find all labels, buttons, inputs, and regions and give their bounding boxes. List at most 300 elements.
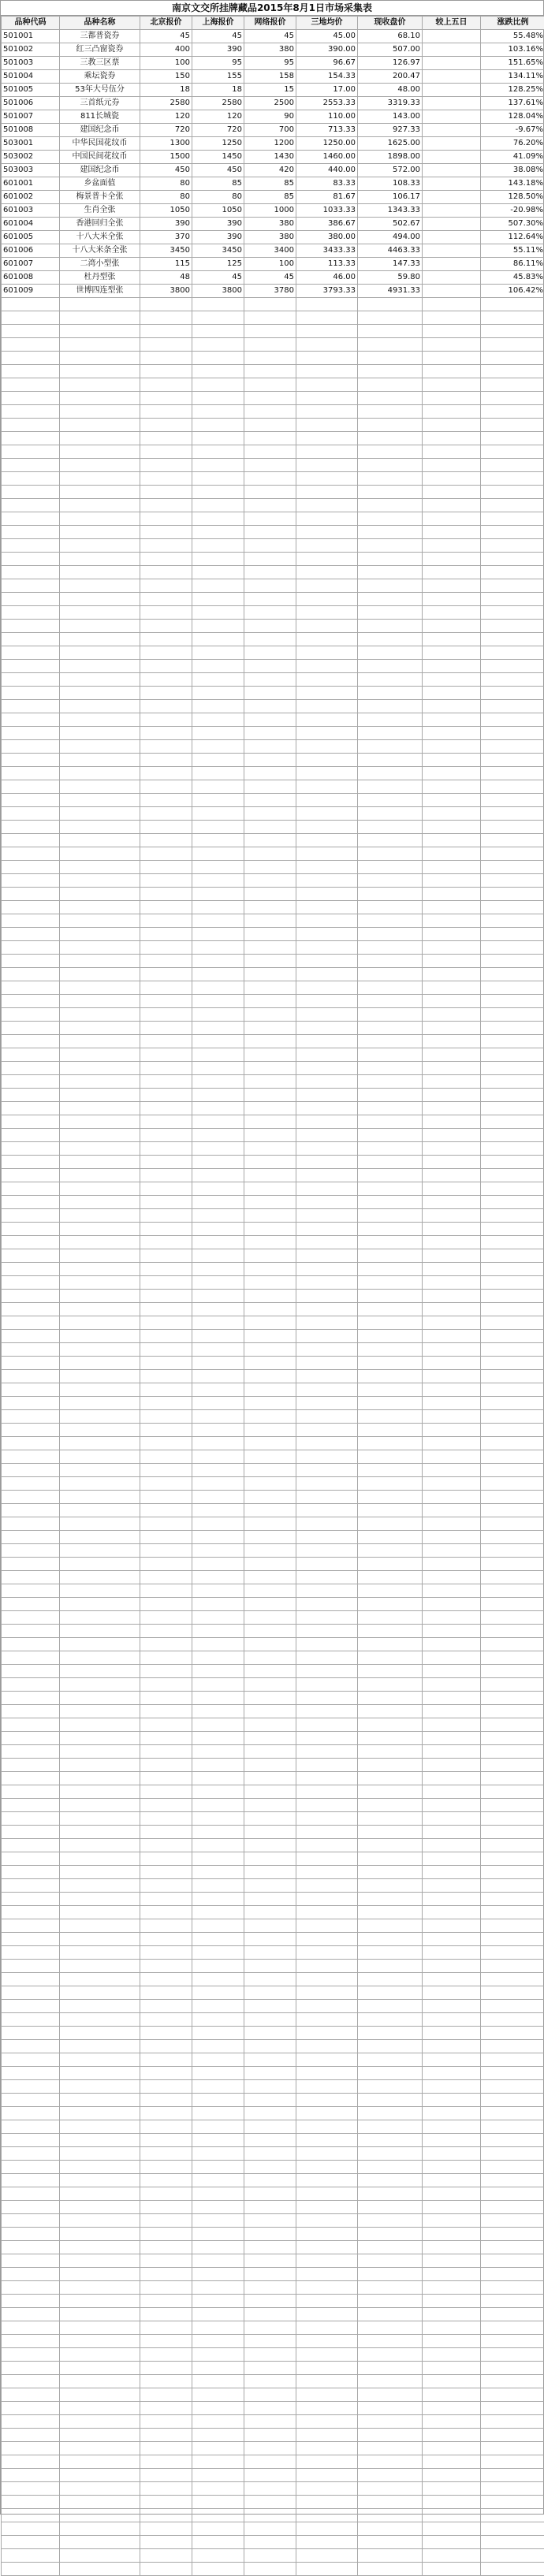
table-cell-compare (423, 2308, 481, 2321)
table-cell-online (244, 405, 296, 419)
table-cell-average (296, 1035, 358, 1048)
table-cell-code: 501002 (2, 43, 60, 57)
table-cell-average (296, 2308, 358, 2321)
table-cell-change (481, 2080, 544, 2094)
sheet-title: 南京文交所挂牌藏品2015年8月1日市场采集表 (1, 1, 543, 16)
table-cell-shanghai (192, 1276, 244, 1290)
table-cell-name (60, 1584, 140, 1598)
table-cell-close: 494.00 (358, 231, 423, 244)
table-cell-online (244, 1182, 296, 1196)
table-cell-change (481, 392, 544, 405)
table-cell-code: 503001 (2, 137, 60, 151)
table-cell-code (2, 1424, 60, 1437)
table-cell-change (481, 1156, 544, 1169)
table-cell-online (244, 2201, 296, 2214)
table-row (2, 955, 544, 968)
table-cell-name (60, 1973, 140, 1986)
table-cell-code (2, 2335, 60, 2348)
table-cell-shanghai (192, 1571, 244, 1584)
table-cell-average (296, 1960, 358, 1973)
table-cell-shanghai (192, 1129, 244, 1142)
table-row (2, 2402, 544, 2415)
table-cell-code (2, 2415, 60, 2429)
table-cell-name (60, 2563, 140, 2576)
table-cell-online (244, 2509, 296, 2522)
table-cell-code (2, 1209, 60, 1223)
table-cell-change (481, 2335, 544, 2348)
table-cell-code (2, 1089, 60, 1102)
table-cell-average (296, 1048, 358, 1062)
table-cell-name (60, 486, 140, 499)
table-cell-shanghai (192, 981, 244, 995)
table-cell-name (60, 754, 140, 767)
table-cell-change (481, 1826, 544, 1839)
table-cell-change (481, 646, 544, 660)
table-cell-shanghai: 125 (192, 258, 244, 271)
table-cell-shanghai (192, 1986, 244, 2000)
table-cell-beijing (140, 2134, 192, 2147)
table-cell-beijing: 120 (140, 110, 192, 124)
table-cell-average (296, 1290, 358, 1303)
table-cell-beijing (140, 472, 192, 486)
table-cell-name (60, 2107, 140, 2120)
table-cell-compare (423, 2013, 481, 2027)
table-cell-shanghai (192, 1437, 244, 1450)
table-cell-code (2, 1504, 60, 1517)
table-cell-code (2, 2027, 60, 2040)
table-cell-beijing (140, 1062, 192, 1075)
table-cell-close (358, 2496, 423, 2509)
table-cell-compare (423, 1718, 481, 1732)
table-cell-change (481, 1115, 544, 1129)
table-cell-average (296, 1477, 358, 1491)
table-row (2, 1785, 544, 1799)
table-cell-change (481, 1075, 544, 1089)
table-cell-beijing (140, 1517, 192, 1531)
table-cell-change (481, 2469, 544, 2482)
table-cell-name (60, 1450, 140, 1464)
table-cell-name: 中国民间花纹币 (60, 151, 140, 164)
table-cell-beijing (140, 2241, 192, 2254)
table-cell-average (296, 298, 358, 311)
table-cell-change (481, 2321, 544, 2335)
table-cell-close: 1898.00 (358, 151, 423, 164)
table-cell-change (481, 2040, 544, 2053)
table-cell-code (2, 1223, 60, 1236)
table-cell-shanghai (192, 968, 244, 981)
table-cell-shanghai (192, 794, 244, 807)
table-cell-code (2, 1826, 60, 1839)
table-cell-code (2, 2214, 60, 2228)
table-cell-online (244, 1839, 296, 1852)
table-cell-change (481, 352, 544, 365)
table-cell-close (358, 365, 423, 378)
table-cell-change (481, 2402, 544, 2415)
table-cell-close (358, 1022, 423, 1035)
table-cell-average (296, 1504, 358, 1517)
table-cell-shanghai (192, 1169, 244, 1182)
table-cell-close (358, 1330, 423, 1343)
table-cell-average (296, 1196, 358, 1209)
table-cell-shanghai (192, 955, 244, 968)
table-cell-beijing (140, 1129, 192, 1142)
table-cell-change (481, 888, 544, 901)
table-cell-average (296, 1531, 358, 1544)
table-cell-compare (423, 151, 481, 164)
table-cell-shanghai (192, 1906, 244, 1919)
table-cell-code (2, 1196, 60, 1209)
table-cell-code (2, 1357, 60, 1370)
table-cell-beijing: 18 (140, 84, 192, 97)
table-cell-online: 380 (244, 231, 296, 244)
table-cell-shanghai (192, 1745, 244, 1759)
table-cell-compare (423, 1424, 481, 1437)
table-cell-shanghai (192, 1879, 244, 1893)
table-cell-name (60, 1424, 140, 1437)
table-cell-average (296, 847, 358, 861)
table-cell-beijing (140, 579, 192, 593)
table-cell-average (296, 352, 358, 365)
table-cell-online (244, 941, 296, 955)
table-cell-name (60, 1102, 140, 1115)
table-cell-beijing (140, 1852, 192, 1866)
table-cell-compare (423, 2536, 481, 2549)
table-cell-online (244, 673, 296, 687)
table-cell-code (2, 834, 60, 847)
table-cell-name: 三首纸元券 (60, 97, 140, 110)
table-cell-name (60, 1611, 140, 1625)
table-cell-average (296, 981, 358, 995)
table-cell-code (2, 2174, 60, 2187)
table-cell-online (244, 1718, 296, 1732)
table-cell-compare (423, 1906, 481, 1919)
table-cell-close: 4931.33 (358, 285, 423, 298)
table-row (2, 2134, 544, 2147)
table-cell-close (358, 298, 423, 311)
table-cell-close (358, 2161, 423, 2174)
table-cell-shanghai: 85 (192, 177, 244, 191)
table-cell-close (358, 861, 423, 874)
table-cell-close (358, 2549, 423, 2563)
table-cell-compare (423, 1330, 481, 1343)
table-cell-compare (423, 821, 481, 834)
table-cell-compare (423, 1799, 481, 1812)
table-cell-change (481, 1799, 544, 1812)
table-cell-close (358, 1893, 423, 1906)
table-row (2, 1638, 544, 1651)
table-cell-close (358, 2254, 423, 2268)
table-cell-change (481, 2362, 544, 2375)
table-cell-change (481, 1022, 544, 1035)
table-row (2, 821, 544, 834)
table-cell-code (2, 874, 60, 888)
table-cell-online (244, 727, 296, 740)
table-cell-average (296, 2388, 358, 2402)
table-row (2, 2040, 544, 2053)
table-cell-average: 3793.33 (296, 285, 358, 298)
table-cell-name (60, 2348, 140, 2362)
table-cell-beijing (140, 2067, 192, 2080)
table-cell-beijing (140, 2321, 192, 2335)
table-cell-beijing: 450 (140, 164, 192, 177)
table-cell-shanghai (192, 2348, 244, 2362)
table-cell-average (296, 2402, 358, 2415)
table-cell-beijing (140, 1625, 192, 1638)
table-cell-compare (423, 553, 481, 566)
table-cell-close (358, 646, 423, 660)
table-cell-change (481, 1142, 544, 1156)
table-cell-beijing (140, 981, 192, 995)
table-cell-close: 4463.33 (358, 244, 423, 258)
table-cell-close (358, 620, 423, 633)
table-row (2, 1986, 544, 2000)
table-cell-name (60, 1732, 140, 1745)
table-cell-compare (423, 1759, 481, 1772)
table-cell-close (358, 1343, 423, 1357)
table-cell-close (358, 1182, 423, 1196)
table-cell-name (60, 2147, 140, 2161)
table-cell-compare (423, 780, 481, 794)
table-cell-average (296, 1370, 358, 1383)
table-cell-beijing (140, 2536, 192, 2549)
table-cell-online (244, 2268, 296, 2281)
table-cell-change (481, 1705, 544, 1718)
table-cell-shanghai (192, 486, 244, 499)
table-cell-beijing (140, 1477, 192, 1491)
table-cell-online (244, 2000, 296, 2013)
table-cell-compare (423, 419, 481, 432)
table-cell-close (358, 2362, 423, 2375)
table-cell-beijing (140, 2000, 192, 2013)
table-row (2, 2228, 544, 2241)
table-cell-average (296, 1062, 358, 1075)
table-cell-beijing (140, 2107, 192, 2120)
table-row (2, 2281, 544, 2295)
table-cell-average: 110.00 (296, 110, 358, 124)
table-cell-beijing (140, 1584, 192, 1598)
table-cell-beijing (140, 1464, 192, 1477)
table-cell-change (481, 1303, 544, 1316)
table-cell-compare (423, 2080, 481, 2094)
table-cell-online (244, 1236, 296, 1249)
table-cell-close (358, 2469, 423, 2482)
table-cell-name (60, 794, 140, 807)
table-cell-close: 927.33 (358, 124, 423, 137)
table-cell-beijing: 115 (140, 258, 192, 271)
table-cell-online (244, 2281, 296, 2295)
table-cell-name (60, 432, 140, 445)
table-cell-change (481, 1812, 544, 1826)
table-cell-code (2, 2321, 60, 2335)
table-cell-shanghai (192, 1089, 244, 1102)
table-cell-change (481, 2563, 544, 2576)
table-cell-change (481, 432, 544, 445)
table-cell-change: 86.11% (481, 258, 544, 271)
table-cell-compare (423, 1209, 481, 1223)
table-cell-name: 811长城瓷 (60, 110, 140, 124)
table-cell-beijing (140, 874, 192, 888)
table-cell-code (2, 499, 60, 512)
table-cell-code (2, 1584, 60, 1598)
table-cell-code (2, 1558, 60, 1571)
table-cell-beijing (140, 512, 192, 526)
table-cell-average (296, 405, 358, 419)
table-cell-code: 601001 (2, 177, 60, 191)
table-cell-beijing (140, 2429, 192, 2442)
table-cell-shanghai (192, 1115, 244, 1129)
table-cell-code (2, 2388, 60, 2402)
table-cell-compare (423, 1477, 481, 1491)
table-cell-close (358, 1826, 423, 1839)
table-cell-shanghai (192, 1022, 244, 1035)
table-cell-compare (423, 1249, 481, 1263)
table-cell-change (481, 1343, 544, 1357)
table-cell-average (296, 1933, 358, 1946)
table-cell-code (2, 2080, 60, 2094)
table-cell-average (296, 1156, 358, 1169)
table-cell-change (481, 1732, 544, 1745)
table-cell-online (244, 1330, 296, 1343)
table-cell-code (2, 2241, 60, 2254)
table-cell-beijing (140, 1142, 192, 1156)
table-cell-compare (423, 432, 481, 445)
table-cell-name (60, 472, 140, 486)
table-cell-shanghai (192, 2080, 244, 2094)
table-cell-beijing (140, 1759, 192, 1772)
table-cell-close (358, 700, 423, 713)
table-cell-shanghai (192, 673, 244, 687)
table-cell-shanghai (192, 888, 244, 901)
table-cell-close (358, 2067, 423, 2080)
table-cell-beijing (140, 1316, 192, 1330)
table-row (2, 325, 544, 338)
table-cell-compare (423, 285, 481, 298)
table-cell-average (296, 2549, 358, 2563)
table-cell-compare (423, 1893, 481, 1906)
table-cell-close (358, 687, 423, 700)
table-cell-close: 147.33 (358, 258, 423, 271)
table-row (2, 1732, 544, 1745)
table-cell-change (481, 1839, 544, 1852)
table-cell-average (296, 579, 358, 593)
table-cell-change (481, 2509, 544, 2522)
table-row (2, 1437, 544, 1450)
table-cell-beijing (140, 1705, 192, 1718)
table-cell-compare (423, 539, 481, 553)
table-cell-beijing (140, 325, 192, 338)
table-cell-online: 15 (244, 84, 296, 97)
table-cell-online (244, 365, 296, 378)
table-cell-close: 59.80 (358, 271, 423, 285)
table-row (2, 1826, 544, 1839)
table-cell-beijing (140, 419, 192, 432)
table-cell-average (296, 2254, 358, 2268)
table-cell-beijing (140, 1946, 192, 1960)
table-cell-close (358, 2522, 423, 2536)
table-cell-shanghai (192, 566, 244, 579)
table-row (2, 1893, 544, 1906)
table-row (2, 888, 544, 901)
table-cell-shanghai (192, 1584, 244, 1598)
table-cell-name (60, 1357, 140, 1370)
table-cell-beijing (140, 2375, 192, 2388)
table-cell-name (60, 1986, 140, 2000)
table-cell-beijing (140, 1370, 192, 1383)
table-cell-beijing (140, 700, 192, 713)
table-cell-average (296, 1785, 358, 1799)
table-cell-name (60, 1826, 140, 1839)
table-cell-online (244, 981, 296, 995)
table-cell-change (481, 2027, 544, 2040)
table-row (2, 1370, 544, 1383)
table-row (2, 2268, 544, 2281)
table-row (2, 901, 544, 914)
table-cell-code (2, 646, 60, 660)
table-cell-shanghai (192, 311, 244, 325)
table-cell-close (358, 1933, 423, 1946)
table-cell-shanghai (192, 1705, 244, 1718)
table-cell-beijing (140, 1182, 192, 1196)
table-cell-beijing (140, 2201, 192, 2214)
table-cell-compare (423, 995, 481, 1008)
table-cell-code (2, 740, 60, 754)
table-cell-online (244, 1410, 296, 1424)
table-cell-beijing (140, 593, 192, 606)
table-cell-shanghai (192, 740, 244, 754)
table-cell-change (481, 1089, 544, 1102)
table-row (2, 1209, 544, 1223)
table-cell-name (60, 1852, 140, 1866)
table-cell-close (358, 1718, 423, 1732)
table-cell-online (244, 713, 296, 727)
table-cell-online (244, 566, 296, 579)
table-row (2, 794, 544, 807)
table-cell-average (296, 512, 358, 526)
table-cell-compare (423, 1544, 481, 1558)
table-cell-close (358, 1129, 423, 1142)
table-row (2, 727, 544, 740)
table-cell-code (2, 1517, 60, 1531)
table-row (2, 2509, 544, 2522)
table-cell-online (244, 606, 296, 620)
table-cell-change (481, 2268, 544, 2281)
table-cell-online (244, 2053, 296, 2067)
table-cell-average (296, 2228, 358, 2241)
table-cell-code (2, 928, 60, 941)
table-cell-change (481, 660, 544, 673)
table-cell-average (296, 1772, 358, 1785)
table-cell-code (2, 1531, 60, 1544)
table-row (2, 740, 544, 754)
table-cell-code (2, 1182, 60, 1196)
table-row (2, 2429, 544, 2442)
table-cell-code: 601004 (2, 218, 60, 231)
table-cell-code: 501003 (2, 57, 60, 70)
table-cell-compare (423, 1464, 481, 1477)
table-cell-online (244, 1799, 296, 1812)
table-cell-average (296, 1263, 358, 1276)
table-cell-beijing (140, 298, 192, 311)
table-cell-shanghai (192, 606, 244, 620)
table-cell-close (358, 1705, 423, 1718)
table-cell-close (358, 1960, 423, 1973)
table-cell-beijing (140, 2402, 192, 2415)
table-cell-average: 2553.33 (296, 97, 358, 110)
table-cell-compare (423, 378, 481, 392)
table-cell-online (244, 2375, 296, 2388)
table-cell-compare (423, 807, 481, 821)
table-cell-shanghai (192, 1531, 244, 1544)
